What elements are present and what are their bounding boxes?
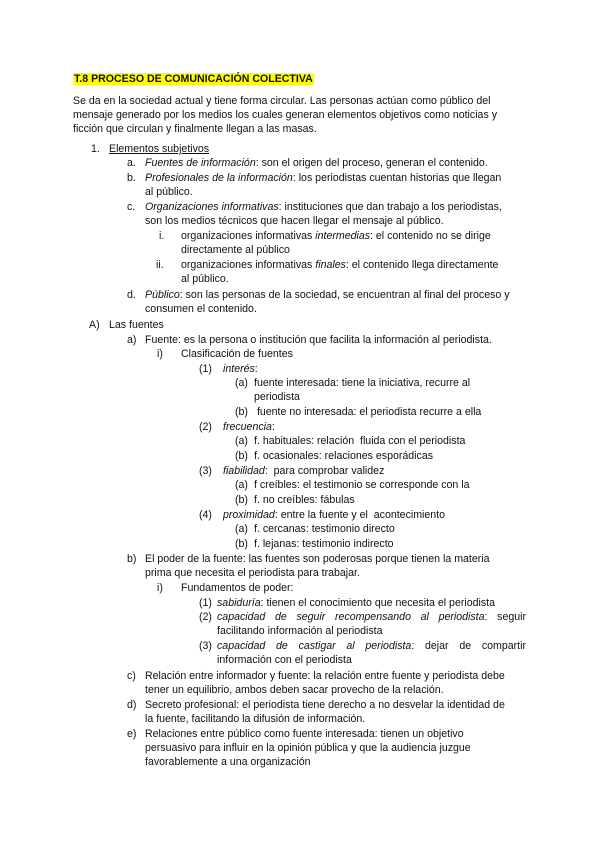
list-marker: b): [127, 553, 137, 565]
list-marker: i): [157, 582, 163, 594]
list-marker: (3): [199, 465, 212, 477]
list-item: organizaciones informativas intermedias: el contenido no se dirige: [181, 230, 491, 242]
list-marker: (b): [235, 450, 248, 462]
list-marker: c.: [127, 201, 136, 213]
list-item: Público: son las personas de la sociedad, se encuentran al final del proceso y: [145, 289, 510, 301]
list-item: frecuencia:: [223, 421, 275, 433]
intro-line-3: ficción que circulan y finalmente llegan a las masas.: [73, 123, 317, 135]
list-item: capacidad de castigar al periodista: dejar de compartir: [217, 640, 526, 652]
page-title: T.8 PROCESO DE COMUNICACIÓN COLECTIVA: [74, 73, 313, 85]
list-item-cont: son los medios técnicos que hacen llegar el mensaje al público.: [145, 215, 444, 227]
list-item: El poder de la fuente: las fuentes son poderosas porque tienen la materia: [145, 553, 490, 565]
list-item: fiabilidad: para comprobar validez: [223, 465, 385, 477]
list-item: fuente no interesada: el periodista recurre a ella: [254, 406, 482, 418]
list-marker: (1): [199, 597, 212, 609]
list-marker: (2): [199, 611, 212, 623]
list-item-cont: prima que necesita el periodista para trabajar.: [145, 567, 360, 579]
list-marker: (a): [235, 479, 248, 491]
list-item-cont: la fuente, facilitando la difusión de información.: [145, 713, 366, 725]
list-marker: (a): [235, 377, 248, 389]
list-item-cont: al público.: [145, 186, 193, 198]
list-item: proximidad: entre la fuente y el acontecimiento: [223, 509, 446, 521]
list-marker: i): [157, 348, 163, 360]
list-marker: (b): [235, 406, 248, 418]
list-item-cont: directamente al público: [181, 244, 290, 256]
list-marker: (b): [235, 538, 248, 550]
list-marker: (a): [235, 523, 248, 535]
intro-line-2: mensaje generado por los medios los cuales generan elementos objetivos como noticias y: [73, 109, 497, 121]
list-item: capacidad de seguir recompensando al periodista: seguir: [217, 611, 526, 623]
list-item: sabiduría: tienen el conocimiento que necesita el periodista: [217, 597, 495, 609]
list-item: Relaciones entre público como fuente interesada: tienen un objetivo: [145, 728, 464, 740]
list-marker: a): [127, 334, 137, 346]
list-marker: b.: [127, 172, 136, 184]
list-marker: d): [127, 699, 137, 711]
list-item: interés:: [223, 363, 258, 375]
list-item: f creíbles: el testimonio se corresponde con la: [254, 479, 470, 491]
list-item: Fuente: es la persona o institución que facilita la información al periodista.: [145, 334, 492, 346]
list-marker: 1.: [91, 143, 100, 155]
list-item: f. no creíbles: fábulas: [254, 494, 355, 506]
section-heading: Elementos subjetivos: [109, 143, 210, 155]
list-item-cont: al público.: [181, 273, 229, 285]
list-item: f. habituales: relación fluida con el periodista: [254, 435, 466, 447]
list-item-cont: facilitando información al periodista: [217, 625, 383, 637]
list-marker: (3): [199, 640, 212, 652]
list-item: Clasificación de fuentes: [181, 348, 293, 360]
list-marker: c): [127, 670, 136, 682]
list-item: Profesionales de la información: los periodistas cuentan historias que llegan: [145, 172, 502, 184]
list-marker: (b): [235, 494, 248, 506]
list-item-cont: información con el periodista: [217, 654, 352, 666]
list-marker: A): [89, 319, 100, 331]
list-marker: (4): [199, 509, 212, 521]
list-item-cont: favorablemente a una organización: [145, 756, 311, 768]
intro-line-1: Se da en la sociedad actual y tiene forma circular. Las personas actúan como público del: [73, 95, 491, 107]
list-item: Fuentes de información: son el origen del proceso, generan el contenido.: [145, 157, 488, 169]
list-item: Organizaciones informativas: instituciones que dan trabajo a los periodistas,: [145, 201, 502, 213]
list-item: organizaciones informativas finales: el contenido llega directamente: [181, 259, 499, 271]
list-marker: a.: [127, 157, 136, 169]
section-heading: Las fuentes: [109, 319, 164, 331]
list-marker: ii.: [156, 259, 164, 271]
list-item-cont: consumen el contenido.: [145, 303, 257, 315]
list-item: Fundamentos de poder:: [181, 582, 294, 594]
list-item: Secreto profesional: el periodista tiene derecho a no desvelar la identidad de: [145, 699, 505, 711]
list-item-cont: periodista: [254, 391, 300, 403]
list-item-cont: tener un equilibrio, ambos deben sacar provecho de la relación.: [145, 684, 444, 696]
list-marker: d.: [127, 289, 136, 301]
list-marker: e): [127, 728, 137, 740]
list-item: fuente interesada: tiene la iniciativa, recurre al: [254, 377, 471, 389]
list-marker: (a): [235, 435, 248, 447]
list-marker: (2): [199, 421, 212, 433]
list-item: f. cercanas: testimonio directo: [254, 523, 395, 535]
list-marker: i.: [159, 230, 165, 242]
list-item: Relación entre informador y fuente: la relación entre fuente y periodista debe: [145, 670, 505, 682]
list-item-cont: persuasivo para influir en la opinión pública y que la audiencia juzgue: [145, 742, 471, 754]
list-item: f. ocasionales: relaciones esporádicas: [254, 450, 434, 462]
list-item: f. lejanas: testimonio indirecto: [254, 538, 394, 550]
list-marker: (1): [199, 363, 212, 375]
